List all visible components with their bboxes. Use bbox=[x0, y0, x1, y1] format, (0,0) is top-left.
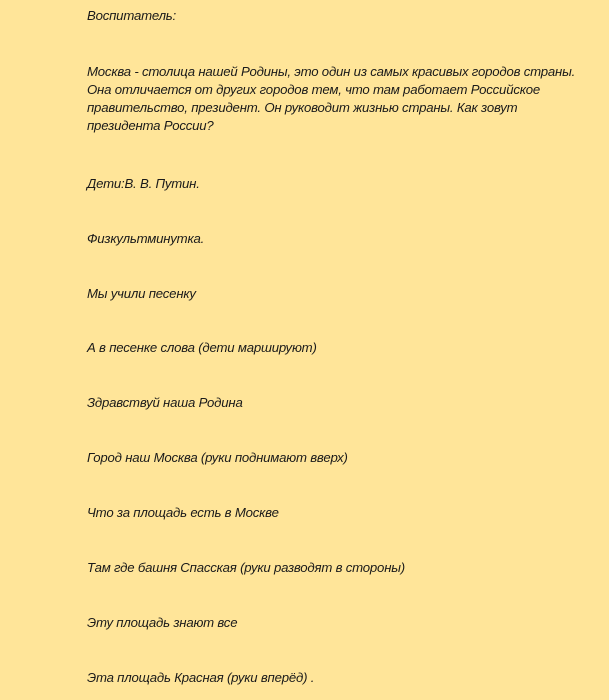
paragraph-verse-line: Эту площадь знают все bbox=[87, 615, 238, 630]
paragraph-teacher-question: Москва - столица нашей Родины, это один из самых красивых городов страны. Она отличается от других городов тем, что там работает Российское правительство, президент. Он руководит жизнью страны. Как зовут президента России? bbox=[87, 64, 576, 133]
paragraph-verse-line: Здравствуй наша Родина bbox=[87, 395, 243, 410]
paragraph-verse-line: Город наш Москва (руки поднимают вверх) bbox=[87, 450, 348, 465]
paragraph-verse-line: Эта площадь Красная (руки вперёд) . bbox=[87, 670, 315, 685]
paragraph-verse-line: Там где башня Спасская (руки разводят в стороны) bbox=[87, 560, 405, 575]
paragraph-speaker-teacher: Воспитатель: bbox=[87, 8, 177, 23]
paragraph-verse-line: Что за площадь есть в Москве bbox=[87, 505, 279, 520]
paragraph-exercise-title: Физкультминутка. bbox=[87, 231, 205, 246]
paragraph-children-answer: Дети:В. В. Путин. bbox=[87, 176, 200, 191]
paragraph-verse-line: А в песенке слова (дети маршируют) bbox=[87, 340, 317, 355]
paragraph-verse-line: Мы учили песенку bbox=[87, 286, 196, 301]
